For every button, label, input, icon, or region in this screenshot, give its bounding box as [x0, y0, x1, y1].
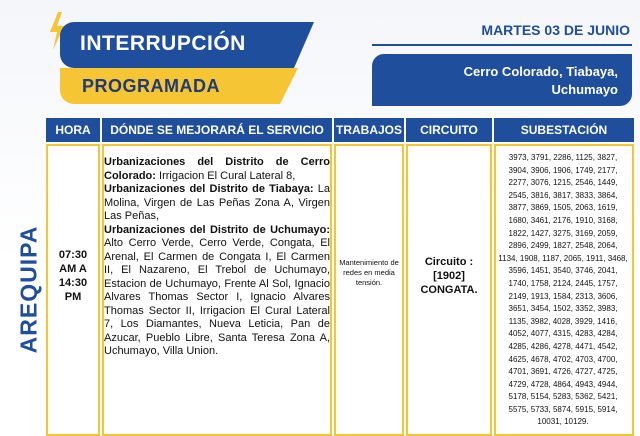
donde-entry	[104, 224, 330, 359]
title-interrupcion: INTERRUPCIÓN	[60, 22, 294, 68]
donde-entry	[104, 183, 330, 224]
circuito-line: CONGATA.	[420, 284, 478, 296]
subestacion-cell: 3973, 3791, 2286, 1125, 3827, 3904, 3906, 1906, 1749, 2177, 2277, 3076, 1215, 2546, 1449, 2545, 3816, 3817, 3833, 3864, 3877, 3869, 1505, 2063, 1619, 1680, 3461, 2176, 1910, 3168, 1822, 1427, 3275, 3169, 2059, 2896, 2499, 1827, 2548, 2064, 1134, 1908, 1187, 2065, 1911, 3468, 3596, 1451, 3540, 3746, 2041, 1740, 1758, 2124, 2445, 1757, 2149, 1913, 1584, 2313, 3606, 3651, 3454, 1502, 3352, 3983, 1135, 3982, 4028, 3929, 1416, 4052, 4077, 4315, 4283, 4284, 4285, 4286, 4278, 4471, 4542, 4625, 4678, 4702, 4703, 4700, 4701, 3691, 4726, 4727, 4725, 4729, 4728, 4864, 4943, 4944, 5178, 5154, 5283, 5362, 5421, 5575, 5733, 5874, 5915, 5914, 10031, 10129.	[498, 153, 628, 427]
trabajos-cell: Mantenimiento de redes en media tensión.	[339, 258, 399, 287]
circuito-line: Circuito :	[424, 256, 474, 268]
header-subestacion: SUBESTACIÓN	[494, 118, 634, 142]
donde-text: La Molina, Virgen de Las Peñas Zona A, Virgen Las Peñas,	[104, 183, 331, 222]
header-trabajos: TRABAJOS	[334, 118, 404, 142]
donde-heading: Urbanizaciones del Distrito de Cerro Colorado:	[104, 156, 330, 182]
circuito-cell	[410, 255, 488, 297]
date-divider	[372, 44, 632, 46]
donde-cell	[104, 156, 330, 359]
donde-heading: Urbanizaciones del Distrito de Tiabaya:	[104, 183, 314, 195]
hora-line: PM	[64, 291, 82, 303]
location-box	[372, 54, 632, 106]
donde-entry	[104, 156, 330, 183]
column-trabajos	[334, 144, 404, 436]
header-circuito: CIRCUITO	[406, 118, 492, 142]
header-donde: DÓNDE SE MEJORARÁ EL SERVICIO	[102, 118, 332, 142]
location-line-2: Uchumayo	[551, 82, 618, 97]
hora-line: AM A	[59, 263, 87, 275]
title-programada: PROGRAMADA	[60, 68, 280, 104]
region-label-text: AREQUIPA	[15, 225, 42, 353]
location-line-1: Cerro Colorado, Tiabaya,	[463, 64, 618, 79]
donde-text: Alto Cerro Verde, Cerro Verde, Congata, El Arenal, El Carmen de Congata I, El Carmen II, El Nazareno, El Trebol de Uchumayo, Estacion de Uchumayo, Frente Al Sol, Ignacio Alvares Thomas Sector I, Ignacio Alvares Thomas Sector II, Irrigacion El Cural Lateral 7, Los Diamantes, Nueva Leticia, Pan de Azucar, Pueblo Libre, Santa Teresa Zona A, Uchumayo, Villa Union.	[104, 237, 330, 357]
header-hora: HORA	[46, 118, 100, 142]
date-label: MARTES 03 DE JUNIO	[481, 22, 630, 38]
region-label	[14, 144, 44, 434]
circuito-line: [1902]	[433, 270, 465, 282]
hora-line: 07:30	[58, 249, 88, 261]
hora-line: 14:30	[58, 277, 88, 289]
donde-text: Irrigacion El Cural Lateral 8,	[155, 169, 296, 182]
hora-cell	[50, 248, 96, 304]
donde-heading: Urbanizaciones del Distrito de Uchumayo:	[104, 223, 330, 236]
